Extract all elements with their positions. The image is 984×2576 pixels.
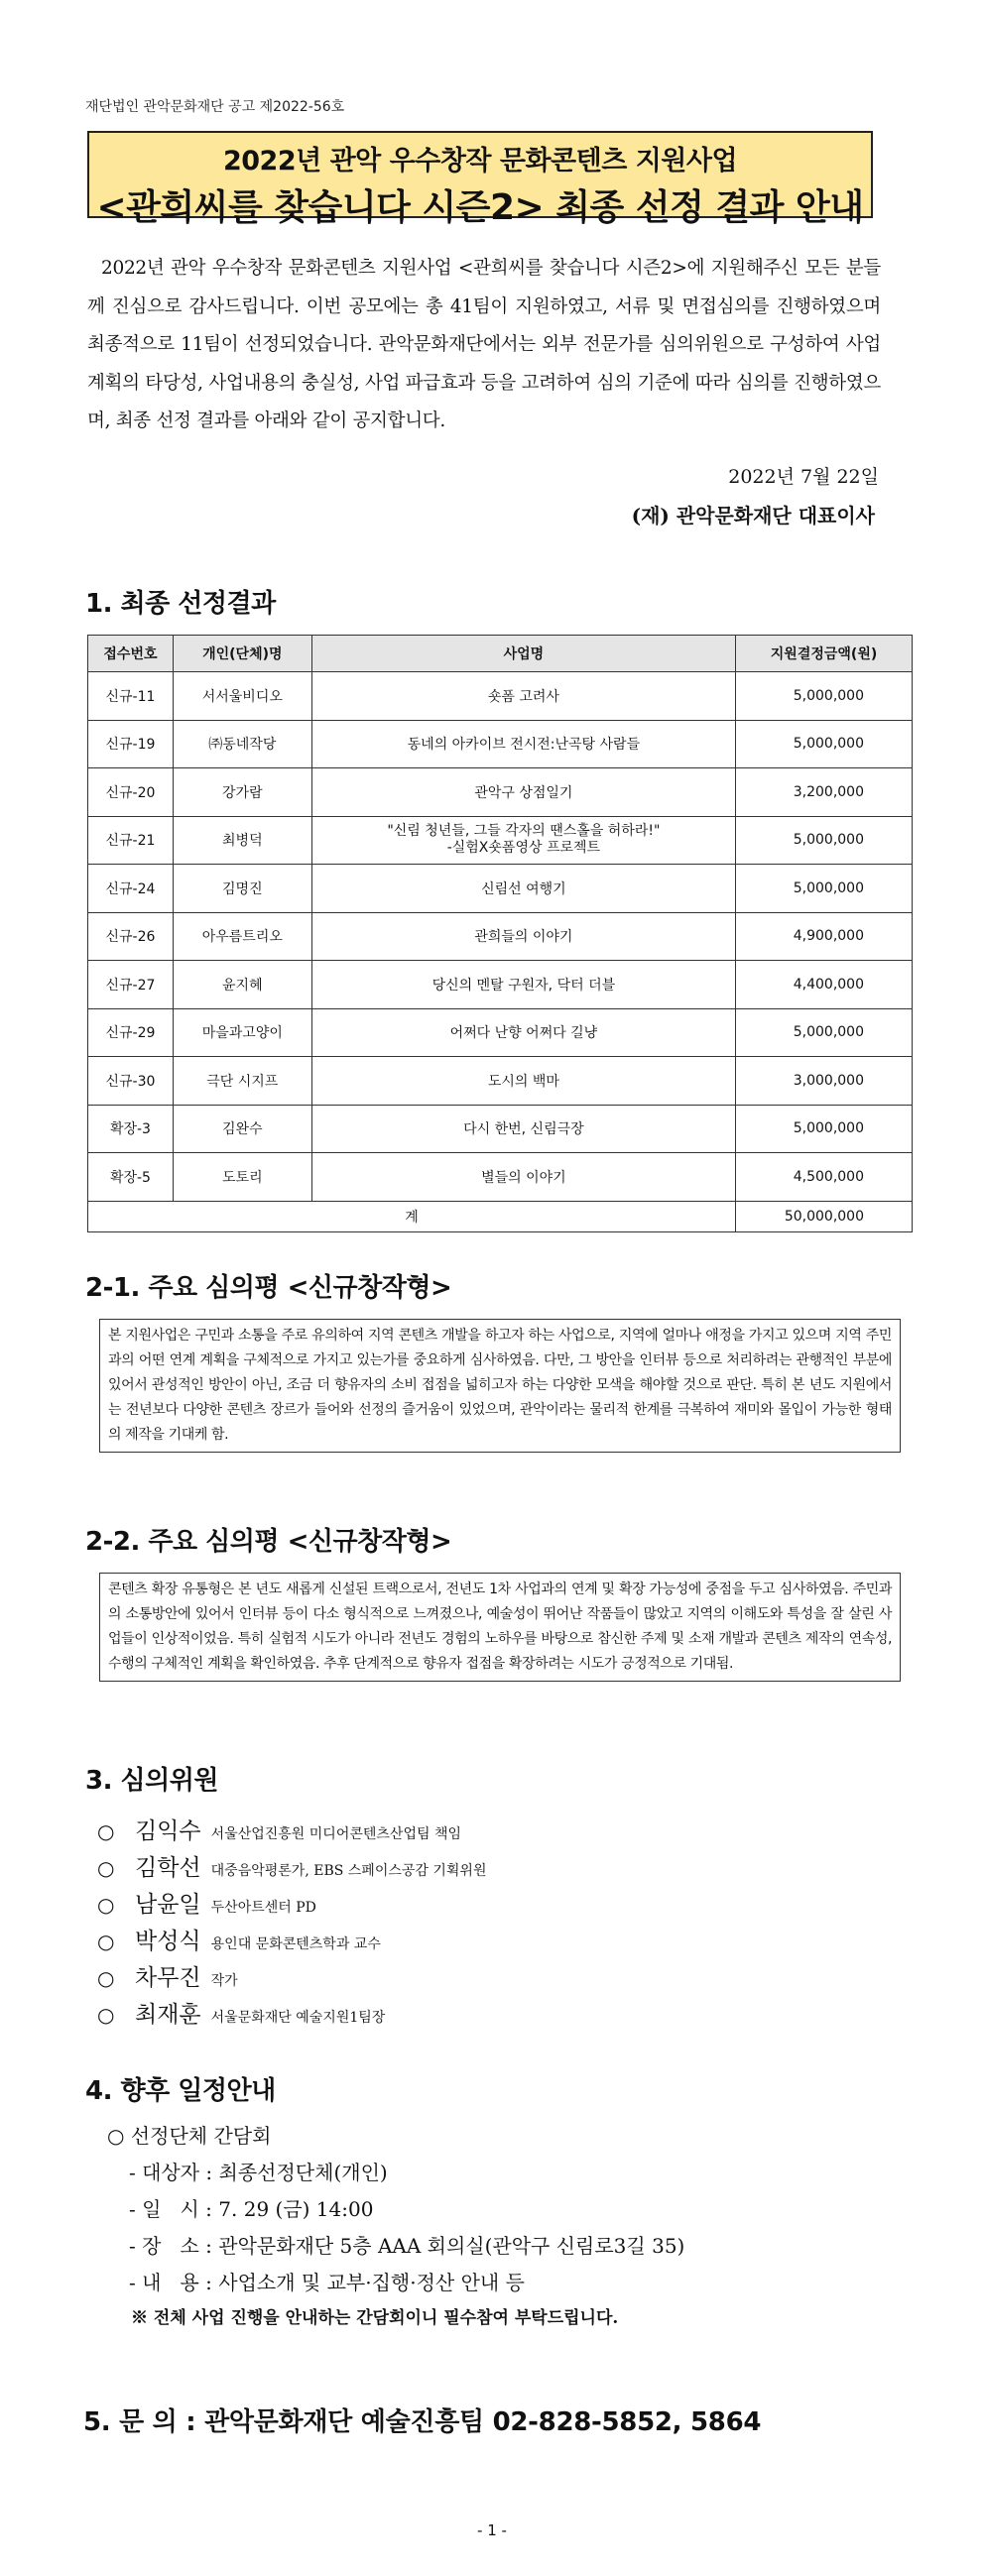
list-item (97, 1959, 486, 1996)
list-item (97, 1923, 486, 1959)
cell-name: 도토리 (173, 1153, 311, 1202)
cell-no: 확장-3 (88, 1105, 174, 1153)
project-line-1: "신림 청년들, 그들 각자의 땐스홀을 허하라!" (387, 823, 661, 840)
cell-name: 김명진 (173, 865, 311, 913)
bullet-icon: ○ (97, 1819, 115, 1843)
project-line-2: -실험X숏폼영상 프로젝트 (446, 840, 601, 857)
cell-no: 신규-21 (88, 816, 174, 865)
table-row (88, 672, 913, 721)
table-row (88, 1008, 913, 1057)
section-2-1-heading: 2-1. 주요 심의평 <신규창작형> (85, 1273, 452, 1303)
cell-amount: 5,000,000 (736, 1008, 913, 1057)
cell-amount: 3,200,000 (736, 768, 913, 817)
list-item (97, 1886, 486, 1923)
total-amount: 50,000,000 (736, 1201, 913, 1231)
review-box-2-1: 본 지원사업은 구민과 소통을 주로 유의하여 지역 콘텐츠 개발을 하고자 하는 사업으로, 지역에 얼마나 애정을 가지고 있으며 지역 주민과의 어떤 연계 계획을 구체적으로 가지고 있는가를 중요하게 심사하였음. 다만, 그 방안을 인터뷰 등으로 처리하려는 관행적인 부분에 있어서 관성적인 방안이 아닌, 조금 더 향유자의 소비 접점을 넓히고자 하는 다양한 모색을 해야할 것으로 판단. 특히 본 년도 지원에서는 전년보다 다양한 콘텐츠 장르가 들어와 선정의 즐거움이 있었으며, 관악이라는 물리적 한계를 극복하여 재미와 몰입이 가능한 형태의 제작을 기대케 함. (99, 1319, 901, 1453)
cell-amount: 5,000,000 (736, 1105, 913, 1153)
intro-text: 2022년 관악 우수창작 문화콘텐츠 지원사업 <관희씨를 찾습니다 시즌2>에 지원해주신 모든 분들께 진심으로 감사드립니다. 이번 공모에는 총 41팀이 지원하였고, 서류 및 면접심의를 진행하였으며 최종적으로 11팀이 선정되었습니다. 관악문화재단에서는 외부 전문가를 심의위원으로 구성하여 사업계획의 타당성, 사업내용의 충실성, 사업 파급효과 등을 고려하여 심의 기준에 따라 심의를 진행하였으며, 최종 선정 결과를 아래와 같이 공지합니다. (87, 258, 881, 431)
cell-project: 도시의 백마 (311, 1057, 735, 1106)
selection-result-table (87, 635, 913, 1232)
member-name: 차무진 (135, 1965, 201, 1991)
cell-no: 신규-30 (88, 1057, 174, 1106)
column-header: 접수번호 (88, 636, 174, 672)
schedule-title: ○ 선정단체 간담회 (107, 2124, 272, 2148)
cell-amount: 5,000,000 (736, 865, 913, 913)
cell-name: 서서울비디오 (173, 672, 311, 721)
title-line-2: <관희씨를 찾습니다 시즌2> 최종 선정 결과 안내 (96, 187, 864, 228)
table-row (88, 720, 913, 768)
cell-name: 강가람 (173, 768, 311, 817)
issuing-organization: (재) 관악문화재단 대표이사 (631, 504, 875, 527)
bullet-icon: ○ (97, 1893, 115, 1917)
cell-no: 신규-27 (88, 961, 174, 1009)
list-item (97, 1996, 486, 2033)
cell-no: 신규-24 (88, 865, 174, 913)
cell-no: 신규-19 (88, 720, 174, 768)
bullet-icon: ○ (97, 1856, 115, 1880)
member-affiliation: 두산아트센터 PD (210, 1900, 316, 1916)
title-line-1: 2022년 관악 우수창작 문화콘텐츠 지원사업 (222, 146, 738, 176)
member-name: 박성식 (135, 1929, 201, 1954)
cell-project: 관희들의 이야기 (311, 912, 735, 961)
cell-amount: 4,500,000 (736, 1153, 913, 1202)
section-3-heading: 3. 심의위원 (85, 1766, 218, 1796)
cell-amount: 4,400,000 (736, 961, 913, 1009)
schedule-item: - 내 용 : 사업소개 및 교부·집행·정산 안내 등 (129, 2271, 525, 2294)
table-total-row (88, 1201, 913, 1231)
table-row (88, 1153, 913, 1202)
title-box (87, 131, 873, 228)
member-affiliation: 용인대 문화콘텐츠학과 교수 (210, 1936, 381, 1952)
cell-no: 신규-11 (88, 672, 174, 721)
total-label: 계 (88, 1201, 736, 1231)
cell-project: 당신의 멘탈 구원자, 닥터 더블 (311, 961, 735, 1009)
table-row (88, 1105, 913, 1153)
contact-info: 5. 문 의 : 관악문화재단 예술진흥팀 02-828-5852, 5864 (83, 2407, 762, 2437)
notice-date: 2022년 7월 22일 (728, 466, 879, 488)
page-number: - 1 - (477, 2521, 507, 2539)
table-row (88, 912, 913, 961)
schedule-info (107, 2120, 684, 2340)
cell-name: ㈜동네작당 (173, 720, 311, 768)
member-affiliation: 서울산업진흥원 미디어콘텐츠산업팀 책임 (210, 1826, 461, 1842)
cell-project: 신림선 여행기 (311, 865, 735, 913)
bullet-icon: ○ (97, 1930, 115, 1953)
section-1-heading: 1. 최종 선정결과 (85, 589, 276, 619)
schedule-item: - 장 소 : 관악문화재단 5층 AAA 회의실(관악구 신림로3길 35) (129, 2234, 685, 2258)
cell-amount: 5,000,000 (736, 816, 913, 865)
member-name: 최재훈 (135, 2002, 201, 2028)
member-affiliation: 대중음악평론가, EBS 스페이스공감 기획위원 (210, 1863, 487, 1879)
list-item (97, 1813, 486, 1849)
cell-project: 관악구 상점일기 (311, 768, 735, 817)
cell-no: 신규-20 (88, 768, 174, 817)
table-row (88, 1057, 913, 1106)
committee-member-list (97, 1813, 486, 2033)
member-name: 김익수 (135, 1818, 201, 1844)
schedule-note: ※ 전체 사업 진행을 안내하는 간담회이니 필수참여 부탁드립니다. (131, 2308, 619, 2328)
cell-project: 숏폼 고려사 (311, 672, 735, 721)
cell-no: 확장-5 (88, 1153, 174, 1202)
cell-project: 어쩌다 난향 어쩌다 길냥 (311, 1008, 735, 1057)
cell-project (311, 816, 735, 865)
member-affiliation: 작가 (210, 1973, 238, 1989)
cell-project: 다시 한번, 신림극장 (311, 1105, 735, 1153)
cell-name: 마을과고양이 (173, 1008, 311, 1057)
cell-name: 윤지혜 (173, 961, 311, 1009)
member-affiliation: 서울문화재단 예술지원1팀장 (210, 2010, 386, 2026)
column-header: 지원결정금액(원) (736, 636, 913, 672)
table-row (88, 865, 913, 913)
table-row (88, 768, 913, 817)
section-2-2-heading: 2-2. 주요 심의평 <신규창작형> (85, 1527, 452, 1557)
list-item (97, 1849, 486, 1886)
cell-amount: 4,900,000 (736, 912, 913, 961)
cell-name: 김완수 (173, 1105, 311, 1153)
member-name: 김학선 (135, 1855, 201, 1881)
schedule-item: - 대상자 : 최종선정단체(개인) (129, 2161, 388, 2184)
table-row (88, 961, 913, 1009)
notice-number: 재단법인 관악문화재단 공고 제2022-56호 (85, 99, 345, 115)
column-header: 사업명 (311, 636, 735, 672)
member-name: 남윤일 (135, 1892, 201, 1918)
column-header: 개인(단체)명 (173, 636, 311, 672)
table-row (88, 816, 913, 865)
bullet-icon: ○ (97, 1966, 115, 1990)
review-box-2-2: 콘텐츠 확장 유통형은 본 년도 새롭게 신설된 트랙으로서, 전년도 1차 사업과의 연계 및 확장 가능성에 중점을 두고 심사하였음. 주민과의 소통방안에 있어서 인터뷰 등이 다소 형식적으로 느껴졌으나, 예술성이 뛰어난 작품들이 많았고 지역의 이해도와 특성을 잘 살린 사업들이 인상적이었음. 특히 실험적 시도가 아니라 전년도 경험의 노하우를 바탕으로 참신한 주제 및 소재 개발과 콘텐츠 제작의 연속성, 수행의 구체적인 계획을 확인하였음. 추후 단계적으로 향유자 접점을 확장하려는 시도가 긍정적으로 기대됨. (99, 1573, 901, 1682)
schedule-item: - 일 시 : 7. 29 (금) 14:00 (129, 2197, 374, 2221)
cell-name: 극단 시지프 (173, 1057, 311, 1106)
bullet-icon: ○ (97, 2003, 115, 2027)
cell-project: 동네의 아카이브 전시전:난곡탕 사람들 (311, 720, 735, 768)
cell-no: 신규-29 (88, 1008, 174, 1057)
cell-no: 신규-26 (88, 912, 174, 961)
cell-project: 별들의 이야기 (311, 1153, 735, 1202)
cell-amount: 3,000,000 (736, 1057, 913, 1106)
intro-paragraph (87, 250, 881, 441)
cell-amount: 5,000,000 (736, 720, 913, 768)
cell-amount: 5,000,000 (736, 672, 913, 721)
table-header-row (88, 636, 913, 672)
cell-name: 최병덕 (173, 816, 311, 865)
cell-name: 아우름트리오 (173, 912, 311, 961)
section-4-heading: 4. 향후 일정안내 (85, 2076, 276, 2106)
